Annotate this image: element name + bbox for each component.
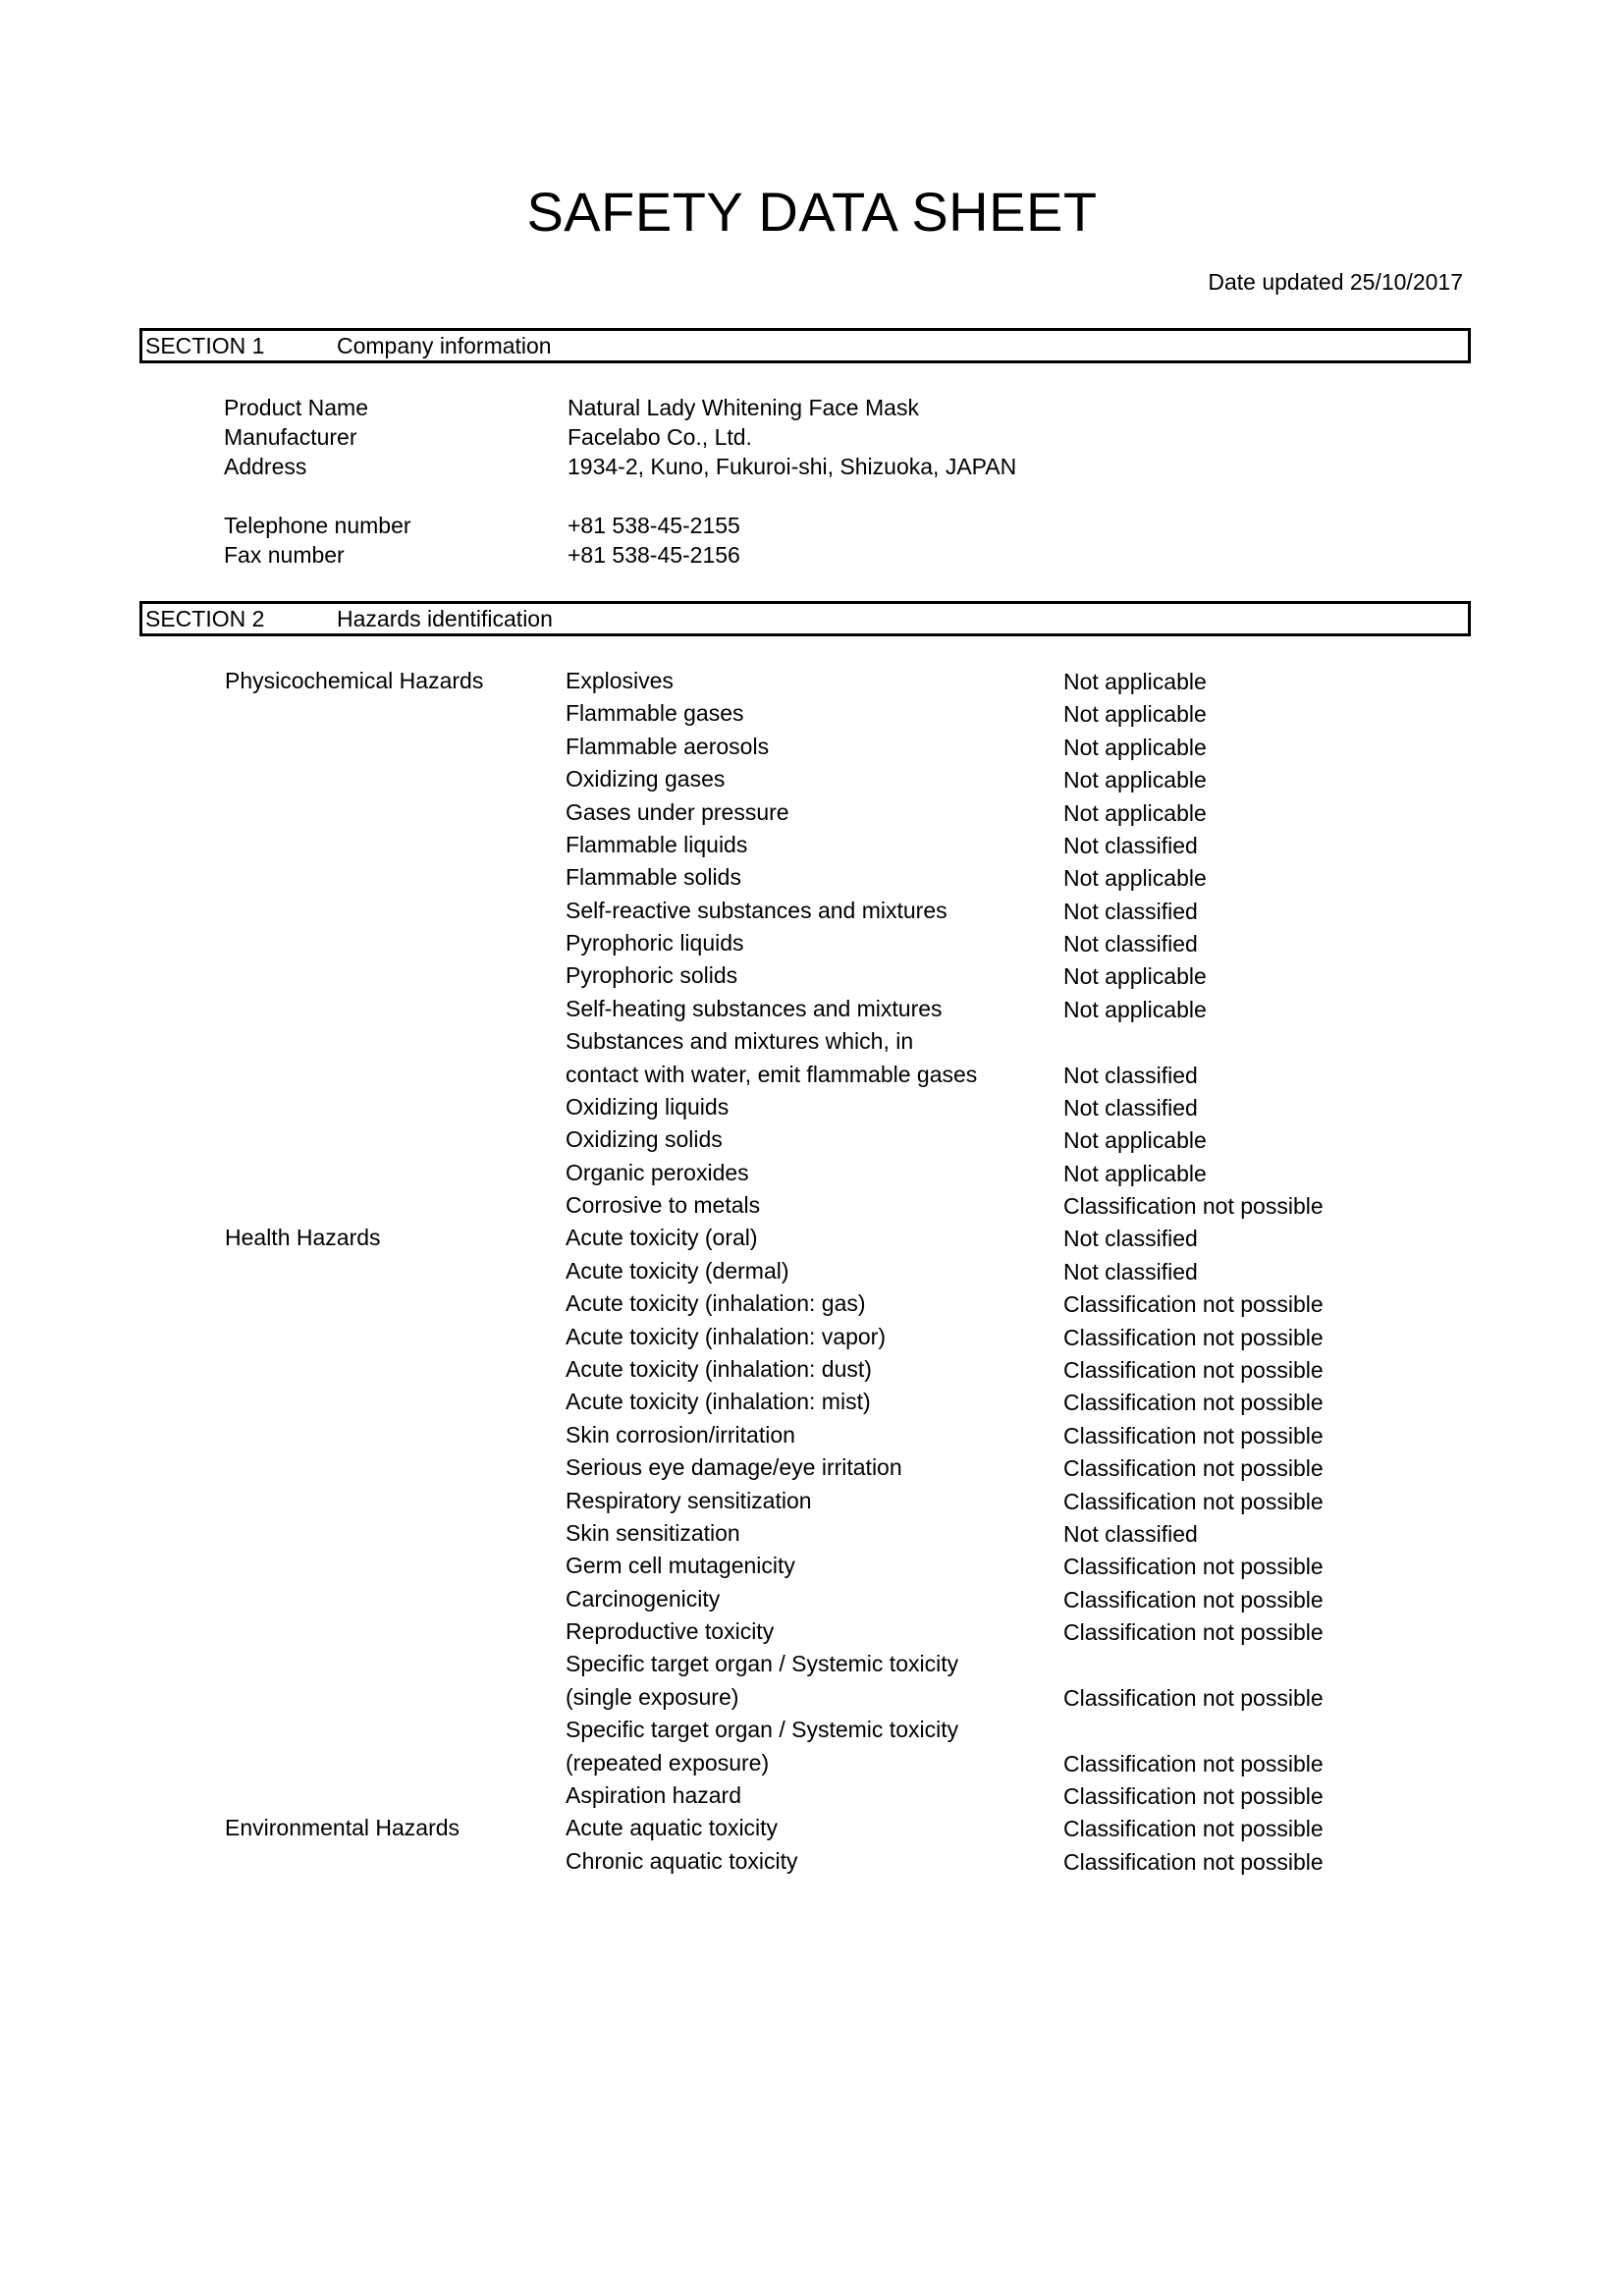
hazard-classification: Classification not possible [1063,1357,1324,1383]
hazard-classification: Classification not possible [1063,1849,1324,1875]
company-field-label: Fax number [224,542,345,568]
hazard-name: Acute toxicity (inhalation: gas) [566,1290,866,1316]
hazard-classification: Not classified [1063,833,1198,858]
section-1-number: SECTION 1 [145,333,265,358]
hazard-classification: Not applicable [1063,800,1207,826]
hazard-name: Acute toxicity (oral) [566,1225,758,1250]
hazard-name: Acute toxicity (inhalation: vapor) [566,1324,886,1349]
hazard-classification: Not applicable [1063,767,1207,793]
hazard-name: Oxidizing solids [566,1126,723,1152]
hazard-classification: Not applicable [1063,669,1207,694]
hazard-classification: Not classified [1063,899,1198,924]
hazard-name: Flammable aerosols [566,734,770,759]
hazard-name: Oxidizing gases [566,766,726,792]
hazard-classification: Classification not possible [1063,1685,1324,1711]
hazard-classification: Classification not possible [1063,1619,1324,1645]
hazard-classification: Classification not possible [1063,1783,1324,1809]
hazard-classification: Classification not possible [1063,1455,1324,1481]
hazard-name: (single exposure) [566,1684,739,1710]
hazard-name: Flammable liquids [566,832,748,857]
hazard-name: Specific target organ / Systemic toxicity [566,1717,959,1742]
company-field-value: +81 538-45-2155 [568,513,740,538]
hazard-classification: Not applicable [1063,963,1207,989]
hazard-name: Germ cell mutagenicity [566,1553,795,1578]
hazard-classification: Not applicable [1063,701,1207,727]
hazard-classification: Classification not possible [1063,1193,1324,1219]
company-field-value: 1934-2, Kuno, Fukuroi-shi, Shizuoka, JAPAN [568,454,1017,479]
hazard-name: Reproductive toxicity [566,1618,775,1644]
hazard-classification: Not applicable [1063,865,1207,891]
hazard-classification: Not classified [1063,931,1198,957]
company-field-label: Product Name [224,395,369,420]
date-updated: Date updated 25/10/2017 [1208,269,1463,295]
hazard-classification: Classification not possible [1063,1554,1324,1579]
company-field-value: Facelabo Co., Ltd. [568,424,752,450]
hazard-classification: Classification not possible [1063,1325,1324,1350]
hazard-classification: Not classified [1063,1063,1198,1088]
hazard-name: Self-heating substances and mixtures [566,996,943,1021]
hazard-classification: Not classified [1063,1226,1198,1251]
hazard-classification: Not applicable [1063,1127,1207,1153]
hazard-classification: Not applicable [1063,1161,1207,1186]
section-1-title: Company information [337,333,552,358]
hazard-name: Flammable gases [566,700,744,726]
company-field-label: Telephone number [224,513,411,538]
hazard-classification: Not classified [1063,1521,1198,1547]
hazard-classification: Classification not possible [1063,1291,1324,1317]
hazard-classification: Classification not possible [1063,1489,1324,1514]
hazard-classification: Classification not possible [1063,1423,1324,1449]
section-2-header [139,601,1471,636]
section-1-header [139,328,1471,363]
hazard-name: Carcinogenicity [566,1586,721,1612]
hazard-category-label: Health Hazards [225,1225,381,1250]
hazard-name: contact with water, emit flammable gases [566,1062,978,1087]
section-2-number: SECTION 2 [145,606,265,631]
hazard-name: Skin corrosion/irritation [566,1422,795,1448]
hazard-name: Skin sensitization [566,1520,740,1546]
hazard-name: Explosives [566,668,674,693]
hazard-category-label: Environmental Hazards [225,1815,460,1840]
hazard-classification: Not classified [1063,1095,1198,1121]
hazard-name: Acute toxicity (inhalation: mist) [566,1389,871,1414]
hazard-name: Oxidizing liquids [566,1094,730,1120]
hazard-classification: Classification not possible [1063,1751,1324,1777]
hazard-name: Pyrophoric solids [566,962,738,988]
hazard-name: Organic peroxides [566,1160,749,1185]
hazard-classification: Classification not possible [1063,1816,1324,1841]
hazard-name: Acute toxicity (dermal) [566,1258,789,1284]
hazard-name: Pyrophoric liquids [566,930,744,956]
hazard-classification: Not applicable [1063,997,1207,1022]
page-title: SAFETY DATA SHEET [526,181,1098,243]
hazard-name: Aspiration hazard [566,1782,741,1808]
section-2-title: Hazards identification [337,606,553,631]
hazard-classification: Not applicable [1063,735,1207,760]
hazard-classification: Not classified [1063,1259,1198,1285]
hazard-name: Serious eye damage/eye irritation [566,1454,902,1480]
hazard-name: Corrosive to metals [566,1192,761,1218]
hazard-classification: Classification not possible [1063,1587,1324,1613]
hazard-name: Respiratory sensitization [566,1488,812,1513]
company-field-label: Address [224,454,307,479]
hazard-name: Substances and mixtures which, in [566,1028,914,1054]
company-field-value: Natural Lady Whitening Face Mask [568,395,919,420]
hazard-name: Self-reactive substances and mixtures [566,898,947,923]
hazard-classification: Classification not possible [1063,1390,1324,1415]
hazard-name: Chronic aquatic toxicity [566,1848,798,1874]
company-field-value: +81 538-45-2156 [568,542,740,568]
hazard-category-label: Physicochemical Hazards [225,668,484,693]
hazard-name: Gases under pressure [566,799,789,825]
company-field-label: Manufacturer [224,424,357,450]
hazard-name: Specific target organ / Systemic toxicity [566,1651,959,1676]
hazard-name: (repeated exposure) [566,1750,770,1776]
hazard-name: Flammable solids [566,864,741,890]
hazard-name: Acute aquatic toxicity [566,1815,779,1840]
hazard-name: Acute toxicity (inhalation: dust) [566,1356,872,1382]
